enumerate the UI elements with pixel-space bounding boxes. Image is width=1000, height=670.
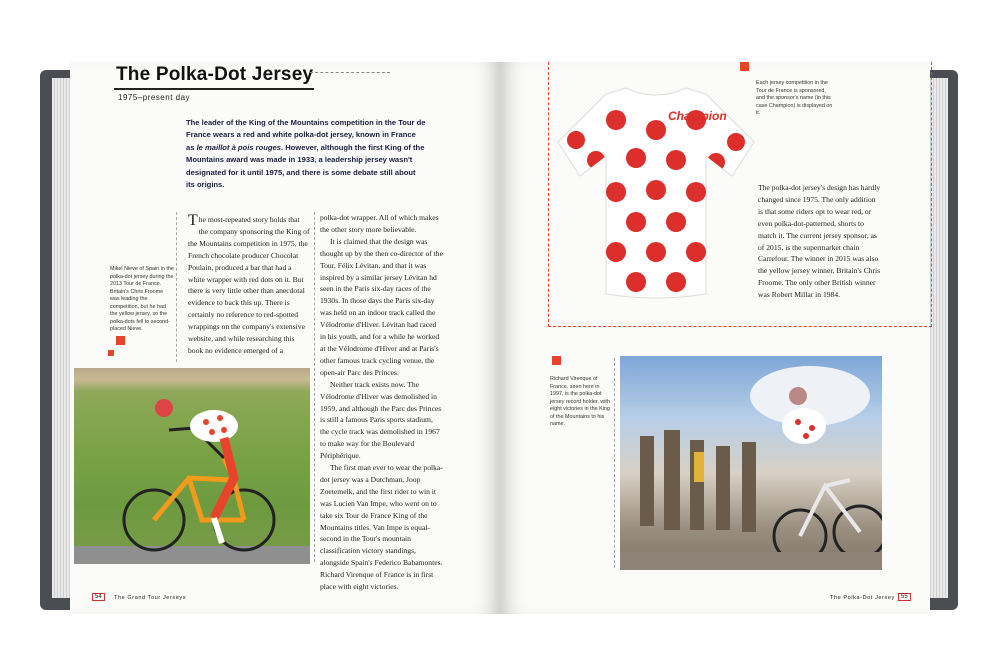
left-page <box>70 62 500 614</box>
caption-divider <box>176 212 177 362</box>
right-body-paragraph: The polka-dot jersey's design has hardly changed since 1975. The only addition is that some riders opt to wear red, or even polka-dot-patterned, shorts to match it. The current jersey sponsor, as of 2015, is the supermarket chain Carrefour. The winner in 2015 was also the yellow jersey winner, Britain's Chris Froome. The only other British winner was Robert Millar in 1984. <box>758 183 881 300</box>
col1-paragraph <box>188 214 310 357</box>
accent-square-caption <box>552 356 561 365</box>
col2-paragraph-1: polka-dot wrapper. All of which makes the other story more believable. <box>320 213 439 234</box>
right-caption-divider <box>614 358 615 568</box>
crowd-photo-caption: Richard Virenque of France, seen here in 1997, is the polka-dot jersey record holder, with eight victories in the King of the Mountains to his name. <box>550 376 610 427</box>
col2-paragraph-3: Neither track exists now. The Vélodrome d'Hiver was demolished in 1959, and although the Parc des Princes is still a famous Paris sports stadium, the cycle track was demolished in 1967 to make way for the Boulevard Périphérique. <box>320 379 442 461</box>
intro-italic: le maillot à pois rouges <box>196 142 281 152</box>
col2-paragraph-2: It is claimed that the design was thought up by the then co-director of the Tour, Félix Lévitan, and that it was inspired by a similar jersey Lévitan hd seen in the Paris six-day races of the 1930s. In those days the Paris six-day was held on an indoor track called the Vélodrome d'Hiver. Lévitan had raced in his youth, and for a while he worked at the Vélodrome d'Hiver and at Paris's other famous track cycling venue, the open-air Parc des Princes. <box>320 236 443 377</box>
page-number-right: 55 <box>898 593 911 601</box>
jersey-brand-label: Champion <box>668 109 727 123</box>
intro-paragraph <box>186 117 426 191</box>
accent-square-top <box>740 62 749 71</box>
drop-cap: T <box>188 212 198 229</box>
intro-text-a: The leader of the King of the Mountains competition in the Tour de France wears a red and white polka-dot jersey, known in France as <box>186 118 426 152</box>
body-column-2 <box>320 212 444 593</box>
col2-paragraph-4: The first man ever to wear the polka-dot jersey was a Dutchman, Joop Zoetemelk, and the first rider to win it was Lucien Van Impe, who went on to take six Tour de France King of the Mountains titles. Van Impe is equal-second in the Tour's mountain classification victory standings, alongside Spain's Federico Bahamontes. Richard Virenque of France is in first place with eight victories. <box>320 463 443 592</box>
polka-dot-jersey-image <box>556 80 756 300</box>
virenque-photo <box>620 356 882 570</box>
intro-text-b: . However, although the first King of the Mountains award was made in 1933, a leadership jersey wasn't designated for it until 1975, and there is some debate still about its origins. <box>186 142 425 190</box>
column-divider <box>314 212 315 562</box>
cyclist-photo <box>74 368 310 564</box>
crowd-illustration <box>620 356 882 570</box>
photo-caption: Mikel Nieve of Spain in the polka-dot jersey during the 2013 Tour de France. Britain's Chris Froome was leading the competition, but he had the yellow jersey, so the polka-dots fell to second-placed Nieve. <box>110 266 174 332</box>
page-title: The Polka-Dot Jersey <box>116 64 314 85</box>
cyclist-illustration <box>74 368 310 564</box>
accent-square-small <box>108 350 114 356</box>
jersey-caption: Each jersey competition in the Tour de France is sponsored, and the sponsor's name (in this case Champion) is displayed on it. <box>756 80 833 116</box>
footer-right: The Polka-Dot Jersey <box>830 595 895 601</box>
footer-left: The Grand Tour Jerseys <box>114 595 187 601</box>
right-body-text <box>758 182 882 301</box>
col1-text: he most-repeated story holds that the company sponsoring the King of the Mountains competition in 1975, the French chocolate producer Chocolat Poulain, produced a bar that had a white wrapper with red dots on it. But there is very little other than anecdotal evidence to back this up. There is certainly no reference to red-spotted wrappings on the company's extensive website, and while researching this book no evidence emerged of a <box>188 215 310 355</box>
accent-square <box>116 336 125 345</box>
page-subtitle: 1975–present day <box>118 93 191 102</box>
body-column-1 <box>188 214 310 357</box>
right-page <box>500 62 930 614</box>
page-number-left: 54 <box>92 593 105 601</box>
title-underline <box>114 88 314 90</box>
title-dashed-rule <box>310 72 390 73</box>
